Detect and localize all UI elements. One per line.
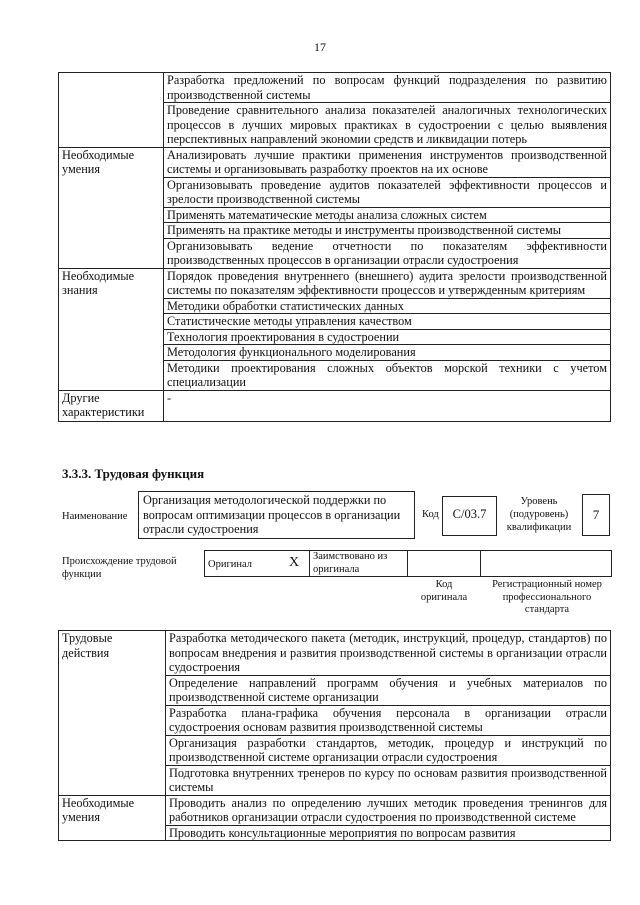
- qualification-level: 7: [582, 494, 610, 536]
- original-mark: X: [289, 555, 300, 570]
- table-cell: Порядок проведения внутреннего (внешнего) аудита зрелости производственной системы по показателям эффективности процессов и утвержденным критериям: [164, 268, 611, 298]
- table-cell: Проводить консультационные мероприятия по вопросам развития: [166, 825, 611, 841]
- name-label: Наименование: [62, 511, 128, 522]
- table-cell: Разработка плана-графика обучения персонала в организации отрасли судостроения основам развития производственной системы: [166, 705, 611, 735]
- table-cell: Организация разработки стандартов, методик, процедур и инструкций по производственной системе организации отрасли судостроения: [166, 735, 611, 765]
- code-caption: Код оригинала: [420, 579, 468, 603]
- row-label: [59, 73, 164, 148]
- row-label: Другие характеристики: [59, 390, 164, 421]
- table-cell: Технология проектирования в судостроении: [164, 329, 611, 345]
- table-cell: Анализировать лучшие практики применения инструментов производственной системы и организовывать разработку проектов на их основе: [164, 147, 611, 177]
- row-label: Трудовые действия: [59, 631, 166, 796]
- page-number: 17: [314, 40, 326, 54]
- table-cell: Подготовка внутренних тренеров по курсу по основам развития производственной системы: [166, 765, 611, 795]
- origin-divider: [407, 550, 408, 577]
- table-row: [59, 795, 611, 825]
- row-label: Необходимые знания: [59, 268, 164, 390]
- table-cell: Разработка предложений по вопросам функций подразделения по развитию производственной системы: [164, 73, 611, 103]
- table-row: [59, 147, 611, 177]
- table-cell: Определение направлений программ обучения и учебных материалов по производственной системе организации: [166, 675, 611, 705]
- table-cell: Применять на практике методы и инструменты производственной системы: [164, 223, 611, 239]
- row-label: Необходимые умения: [59, 795, 166, 841]
- table-row: [59, 390, 611, 421]
- table-cell: Проведение сравнительного анализа показателей аналогичных технологических процессов в лучших мировых практиках в судостроении с целью выявления перспективных направлений экономии средств и ликвидации потерь: [164, 103, 611, 148]
- table-row: [59, 73, 611, 103]
- code-label: Код: [422, 509, 439, 520]
- table-row: [59, 631, 611, 676]
- level-label: Уровень (подуровень) квалификации: [506, 496, 572, 533]
- competency-table-2: [58, 630, 611, 841]
- origin-row: [204, 550, 612, 577]
- origin-divider: [309, 550, 310, 577]
- original-label: Оригинал: [208, 559, 252, 570]
- borrowed-label: Заимствовано из оригинала: [313, 551, 388, 575]
- row-label: Необходимые умения: [59, 147, 164, 268]
- section-title: 3.3.3. Трудовая функция: [62, 466, 205, 481]
- table-cell: Разработка методического пакета (методик, инструкций, процедур, стандартов) по вопросам внедрения и развития производственной системы в организации отрасли судостроения: [166, 631, 611, 676]
- table-cell: Организовывать ведение отчетности по показателям эффективности производственных процессов в организации отрасли судостроения: [164, 238, 611, 268]
- table-cell: Статистические методы управления качеством: [164, 314, 611, 330]
- table-cell: Проводить анализ по определению лучших методик проведения тренингов для работников организации отрасли судостроения по производственной системе: [166, 795, 611, 825]
- table-row: [59, 268, 611, 298]
- table-cell: Методология функционального моделирования: [164, 345, 611, 361]
- table-cell: Организовывать проведение аудитов показателей эффективности процессов и зрелости производственной системы: [164, 177, 611, 207]
- origin-divider: [480, 550, 481, 577]
- function-name: Организация методологической поддержки по вопросам оптимизации процессов в организации отрасли судостроения: [138, 491, 415, 539]
- table-cell: Методики обработки статистических данных: [164, 298, 611, 314]
- origin-label: Происхождение трудовой функции: [62, 556, 177, 580]
- table-cell: Методики проектирования сложных объектов морской техники с учетом специализации: [164, 360, 611, 390]
- table-cell: -: [164, 390, 611, 421]
- registration-caption: Регистрационный номер профессионального стандарта: [492, 579, 602, 615]
- table-cell: Применять математические методы анализа сложных систем: [164, 207, 611, 223]
- competency-table-1: [58, 72, 611, 422]
- function-code: C/03.7: [442, 496, 497, 536]
